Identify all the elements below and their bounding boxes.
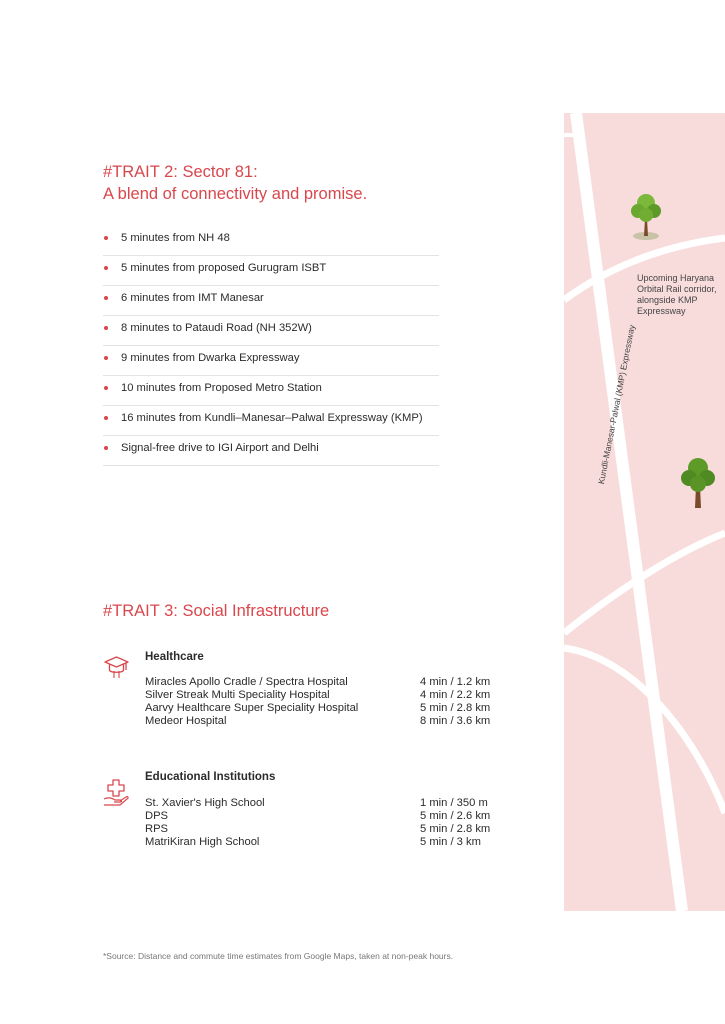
list-item [103,346,439,376]
tree-icon [680,456,716,511]
list-item [103,436,439,466]
tree-icon [630,191,664,241]
place-distance: 5 min / 2.6 km [420,810,491,822]
healthcare-table [145,676,505,728]
education-table [145,797,505,849]
place-name: Silver Streak Multi Speciality Hospital [145,689,330,701]
place-distance: 5 min / 2.8 km [420,823,491,835]
list-item-text: 16 minutes from Kundli–Manesar–Palwal Expressway (KMP) [121,412,423,424]
kmp-expressway-label: Kundli-Manesar-Palwal (KMP) Expressway [596,323,637,485]
table-row [145,676,505,689]
healthcare-heading: Healthcare [145,651,204,663]
bullet-icon [104,416,108,420]
place-name: DPS [145,810,169,822]
mortarboard-icon [103,655,130,682]
list-item [103,286,439,316]
list-item [103,226,439,256]
place-distance: 5 min / 2.8 km [420,702,491,714]
list-item [103,376,439,406]
list-item-text: 10 minutes from Proposed Metro Station [121,382,322,394]
trait2-title [103,161,367,205]
place-distance: 8 min / 3.6 km [420,715,491,727]
table-row [145,836,505,849]
location-map [564,113,725,911]
table-row [145,715,505,728]
rail-corridor-label: Upcoming Haryana Orbital Rail corridor, alongside KMP Expressway [637,273,717,316]
list-item-text: 6 minutes from IMT Manesar [121,292,264,304]
list-item-text: 9 minutes from Dwarka Expressway [121,352,300,364]
bullet-icon [104,356,108,360]
education-heading: Educational Institutions [145,771,276,783]
table-row [145,689,505,702]
table-row [145,797,505,810]
place-distance: 1 min / 350 m [420,797,488,809]
list-item [103,256,439,286]
trait2-title-line1: #TRAIT 2: Sector 81: [103,163,258,181]
bullet-icon [104,326,108,330]
place-distance: 5 min / 3 km [420,836,481,848]
connectivity-list [103,226,439,466]
table-row [145,810,505,823]
list-item [103,406,439,436]
list-item [103,316,439,346]
bullet-icon [104,296,108,300]
table-row [145,702,505,715]
place-name: Miracles Apollo Cradle / Spectra Hospital [145,676,348,688]
place-name: Aarvy Healthcare Super Speciality Hospital [145,702,359,714]
place-distance: 4 min / 1.2 km [420,676,491,688]
bullet-icon [104,386,108,390]
source-footnote: *Source: Distance and commute time estimates from Google Maps, taken at non-peak hours. [103,951,454,961]
list-item-text: 5 minutes from proposed Gurugram ISBT [121,262,327,274]
bullet-icon [104,266,108,270]
list-item-text: 5 minutes from NH 48 [121,232,230,244]
table-row [145,823,505,836]
bullet-icon [104,446,108,450]
trait2-title-line2: A blend of connectivity and promise. [103,185,368,203]
place-name: RPS [145,823,169,835]
bullet-icon [104,236,108,240]
medical-cross-hand-icon [103,779,130,806]
list-item-text: Signal-free drive to IGI Airport and Delhi [121,442,319,454]
place-name: MatriKiran High School [145,836,260,848]
place-name: St. Xavier's High School [145,797,265,809]
trait3-title: #TRAIT 3: Social Infrastructure [103,602,330,620]
kmp-expressway-road [576,113,682,911]
place-distance: 4 min / 2.2 km [420,689,491,701]
list-item-text: 8 minutes to Pataudi Road (NH 352W) [121,322,312,334]
place-name: Medeor Hospital [145,715,227,727]
